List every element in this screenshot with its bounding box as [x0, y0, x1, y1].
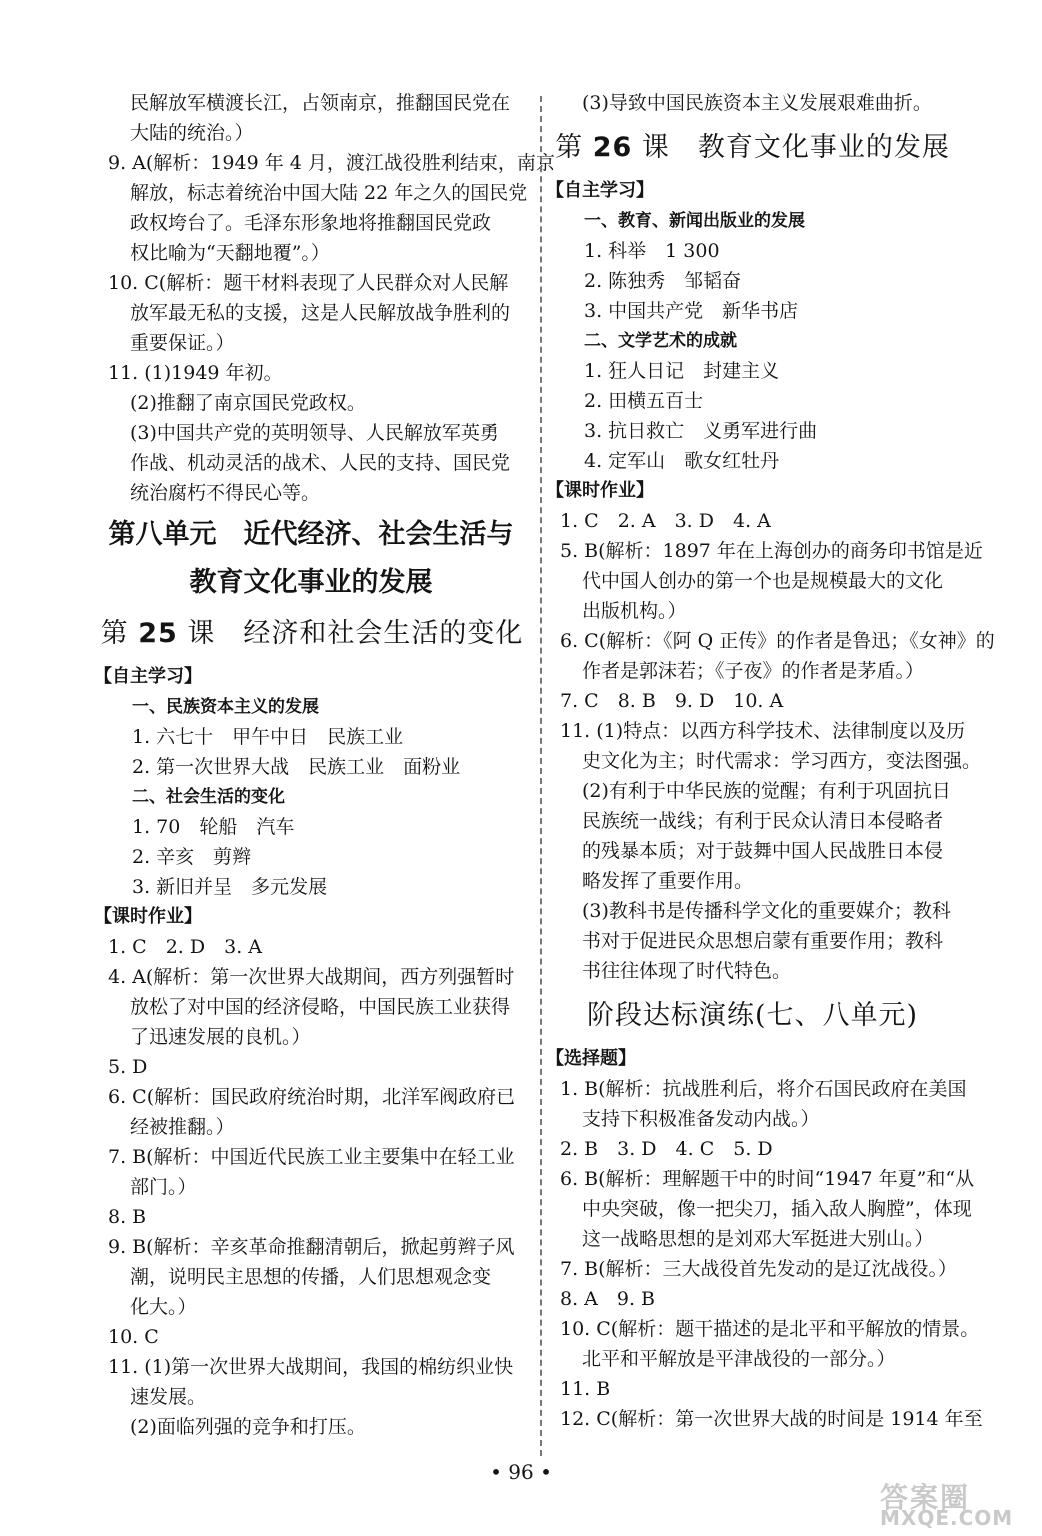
answer-line: 1. C 2. D 3. A [108, 936, 262, 958]
answer-line: 9. A(解析：1949 年 4 月，渡江战役胜利结束，南京 [108, 152, 555, 174]
watermark-text: 答案圈 [880, 1481, 971, 1514]
answer-line-continued: 解放，标志着统治中国大陆 22 年之久的国民党 [130, 182, 528, 204]
answer-line: 11. (1)第一次世界大战期间，我国的棉纺织业快 [108, 1356, 514, 1378]
lesson-title-text: 第 [555, 132, 593, 163]
answer-line-continued: 潮，说明民主思想的传播，人们思想观念变 [130, 1266, 492, 1288]
answer-line: 8. B [108, 1206, 147, 1228]
answer-line: 6. B(解析：理解题干中的时间“1947 年夏”和“从 [560, 1168, 975, 1190]
answer-subitem: 3. 抗日救亡 义勇军进行曲 [584, 420, 818, 442]
column-divider [540, 96, 542, 1456]
section-heading: 【课时作业】 [546, 480, 654, 501]
answer-line: 6. C(解析：国民政府统治时期，北洋军阀政府已 [108, 1086, 516, 1108]
answer-line-continued: 作战、机动灵活的战术、人民的支持、国民党 [130, 452, 511, 474]
lesson-title [98, 614, 526, 654]
answer-line: 6. C(解析：《阿 Q 正传》的作者是鲁迅；《女神》的 [560, 630, 995, 652]
answer-line: 1. B(解析：抗战胜利后，将介石国民政府在美国 [560, 1078, 967, 1100]
answer-line-continued: 放军最无私的支援，这是人民解放战争胜利的 [130, 302, 511, 324]
subsection-heading: 二、文学艺术的成就 [584, 331, 737, 351]
watermark-url: MXQE.COM [880, 1506, 1014, 1530]
section-heading: 【选择题】 [546, 1048, 636, 1069]
answer-line: 10. C(解析：题干材料表现了人民群众对人民解 [108, 272, 509, 294]
answer-subitem: 2. 陈独秀 邹韬奋 [584, 270, 742, 292]
answer-subitem: 1. 科举 1 300 [584, 240, 720, 262]
answer-line-continued: 书往往体现了时代特色。 [582, 960, 792, 982]
answer-line-continued: 支持下积极准备发动内战。） [582, 1108, 820, 1130]
answer-line-continued: 重要保证。） [130, 332, 235, 354]
subsection-heading: 一、教育、新闻出版业的发展 [584, 211, 805, 231]
answer-line-continued: 放松了对中国的经济侵略，中国民族工业获得 [130, 996, 511, 1018]
answer-line: 9. B(解析：辛亥革命推翻清朝后，掀起剪辫子风 [108, 1236, 515, 1258]
lesson-title-text: 课 教育文化事业的发展 [632, 132, 950, 163]
subsection-heading: 一、民族资本主义的发展 [132, 697, 319, 717]
answer-line-continued: (2)有利于中华民族的觉醒；有利于巩固抗日 [582, 780, 951, 802]
page-number: • 96 • [490, 1460, 552, 1484]
answer-subitem: 2. 田横五百士 [584, 390, 704, 412]
answer-line: 8. A 9. B [560, 1288, 656, 1310]
unit-title: 教育文化事业的发展 [189, 567, 433, 598]
answer-line-continued: 化大。） [130, 1296, 197, 1318]
answer-line-continued: 代中国人创办的第一个也是规模最大的文化 [582, 570, 944, 592]
lesson-number: 26 [592, 132, 633, 163]
lesson-title [550, 128, 955, 168]
answer-line: 10. C(解析：题干描述的是北平和平解放的情景。 [560, 1318, 980, 1340]
answer-line-continued: 作者是郭沫若；《子夜》的作者是茅盾。） [582, 660, 925, 682]
section-heading: 【课时作业】 [94, 906, 202, 927]
answer-subitem: 2. 第一次世界大战 民族工业 面粉业 [132, 756, 461, 778]
answer-line-continued: 的残暴本质；对于鼓舞中国人民战胜日本侵 [582, 840, 944, 862]
answer-subitem: 3. 新旧并呈 多元发展 [132, 876, 328, 898]
section-heading: 【自主学习】 [94, 666, 202, 687]
answer-subitem: 4. 定军山 歌女红牡丹 [584, 450, 780, 472]
left-column [94, 88, 555, 1442]
answer-line-continued: (3)教科书是传播科学文化的重要媒介；教科 [582, 900, 951, 922]
answer-line: 11. B [560, 1378, 611, 1400]
answer-line-continued: 统治腐朽不得民心等。 [130, 482, 321, 504]
answer-line-continued: 权比喻为“天翻地覆”。） [130, 242, 330, 264]
answer-line: 7. C 8. B 9. D 10. A [560, 690, 784, 712]
answer-line-continued: 书对于促进民众思想启蒙有重要作用；教科 [582, 930, 944, 952]
answer-line-continued: 大陆的统治。） [130, 122, 254, 144]
lesson-title-text: 阶段达标演练(七、八单元) [586, 1000, 919, 1031]
unit-title: 第八单元 近代经济、社会生活与 [108, 519, 514, 550]
answer-subitem: 1. 狂人日记 封建主义 [584, 360, 780, 382]
answer-line-continued: 速发展。 [130, 1386, 207, 1408]
subsection-heading: 二、社会生活的变化 [132, 787, 285, 807]
answer-line-continued: 民解放军横渡长江，占领南京，推翻国民党在 [130, 92, 511, 114]
answer-line: 7. B(解析：中国近代民族工业主要集中在轻工业 [108, 1146, 515, 1168]
answer-line-continued: (3)中国共产党的英明领导、人民解放军英勇 [130, 422, 499, 444]
answer-line: 11. (1)1949 年初。 [108, 362, 283, 384]
answer-line: 12. C(解析：第一次世界大战的时间是 1914 年至 [560, 1408, 983, 1430]
lesson-title [550, 996, 955, 1036]
answer-line-continued: 部门。） [130, 1176, 197, 1198]
answer-line-continued: 史文化为主；时代需求：学习西方，变法图强。 [582, 750, 982, 772]
answer-line-continued: 了迅速发展的良机。） [130, 1026, 311, 1048]
answer-line: 2. B 3. D 4. C 5. D [560, 1138, 773, 1160]
answer-line: 4. A(解析：第一次世界大战期间，西方列强暂时 [108, 966, 515, 988]
watermark-logo [840, 1476, 1030, 1532]
answer-line-continued: 出版机构。） [582, 600, 687, 622]
answer-line-continued: 政权垮台了。毛泽东形象地将推翻国民党政 [130, 212, 492, 234]
answer-line-continued: 经被推翻。） [130, 1116, 235, 1138]
section-heading: 【自主学习】 [546, 180, 654, 201]
answer-line: 5. B(解析：1897 年在上海创办的商务印书馆是近 [560, 540, 983, 562]
answer-line-continued: (2)推翻了南京国民党政权。 [130, 392, 366, 414]
answer-line-continued: (2)面临列强的竞争和打压。 [130, 1416, 366, 1438]
answer-line: 7. B(解析：三大战役首先发动的是辽沈战役。） [560, 1258, 958, 1280]
answer-subitem: 2. 辛亥 剪辫 [132, 846, 252, 868]
answer-line-continued: (3)导致中国民族资本主义发展艰难曲折。 [582, 92, 932, 114]
answer-line-continued: 民族统一战线；有利于民众认清日本侵略者 [582, 810, 944, 832]
answer-line: 1. C 2. A 3. D 4. A [560, 510, 771, 532]
answer-subitem: 1. 六七十 甲午中日 民族工业 [132, 726, 404, 748]
answer-line-continued: 略发挥了重要作用。 [582, 870, 754, 892]
lesson-title-text: 课 经济和社会生活的变化 [177, 618, 524, 649]
answer-line: 11. (1)特点：以西方科学技术、法律制度以及历 [560, 720, 966, 742]
answer-subitem: 3. 中国共产党 新华书店 [584, 300, 799, 322]
answer-line-continued: 中央突破，像一把尖刀，插入敌人胸膛”，体现 [582, 1198, 972, 1220]
answer-line: 5. D [108, 1056, 148, 1078]
answer-subitem: 1. 70 轮船 汽车 [132, 816, 295, 838]
answer-line-continued: 北平和平解放是平津战役的一部分。） [582, 1348, 896, 1370]
answer-line: 10. C [108, 1326, 159, 1348]
lesson-number: 25 [138, 618, 178, 649]
answer-line-continued: 这一战略思想的是刘邓大军挺进大别山。） [582, 1228, 934, 1250]
right-column [546, 88, 995, 1434]
lesson-title-text: 第 [100, 618, 139, 649]
